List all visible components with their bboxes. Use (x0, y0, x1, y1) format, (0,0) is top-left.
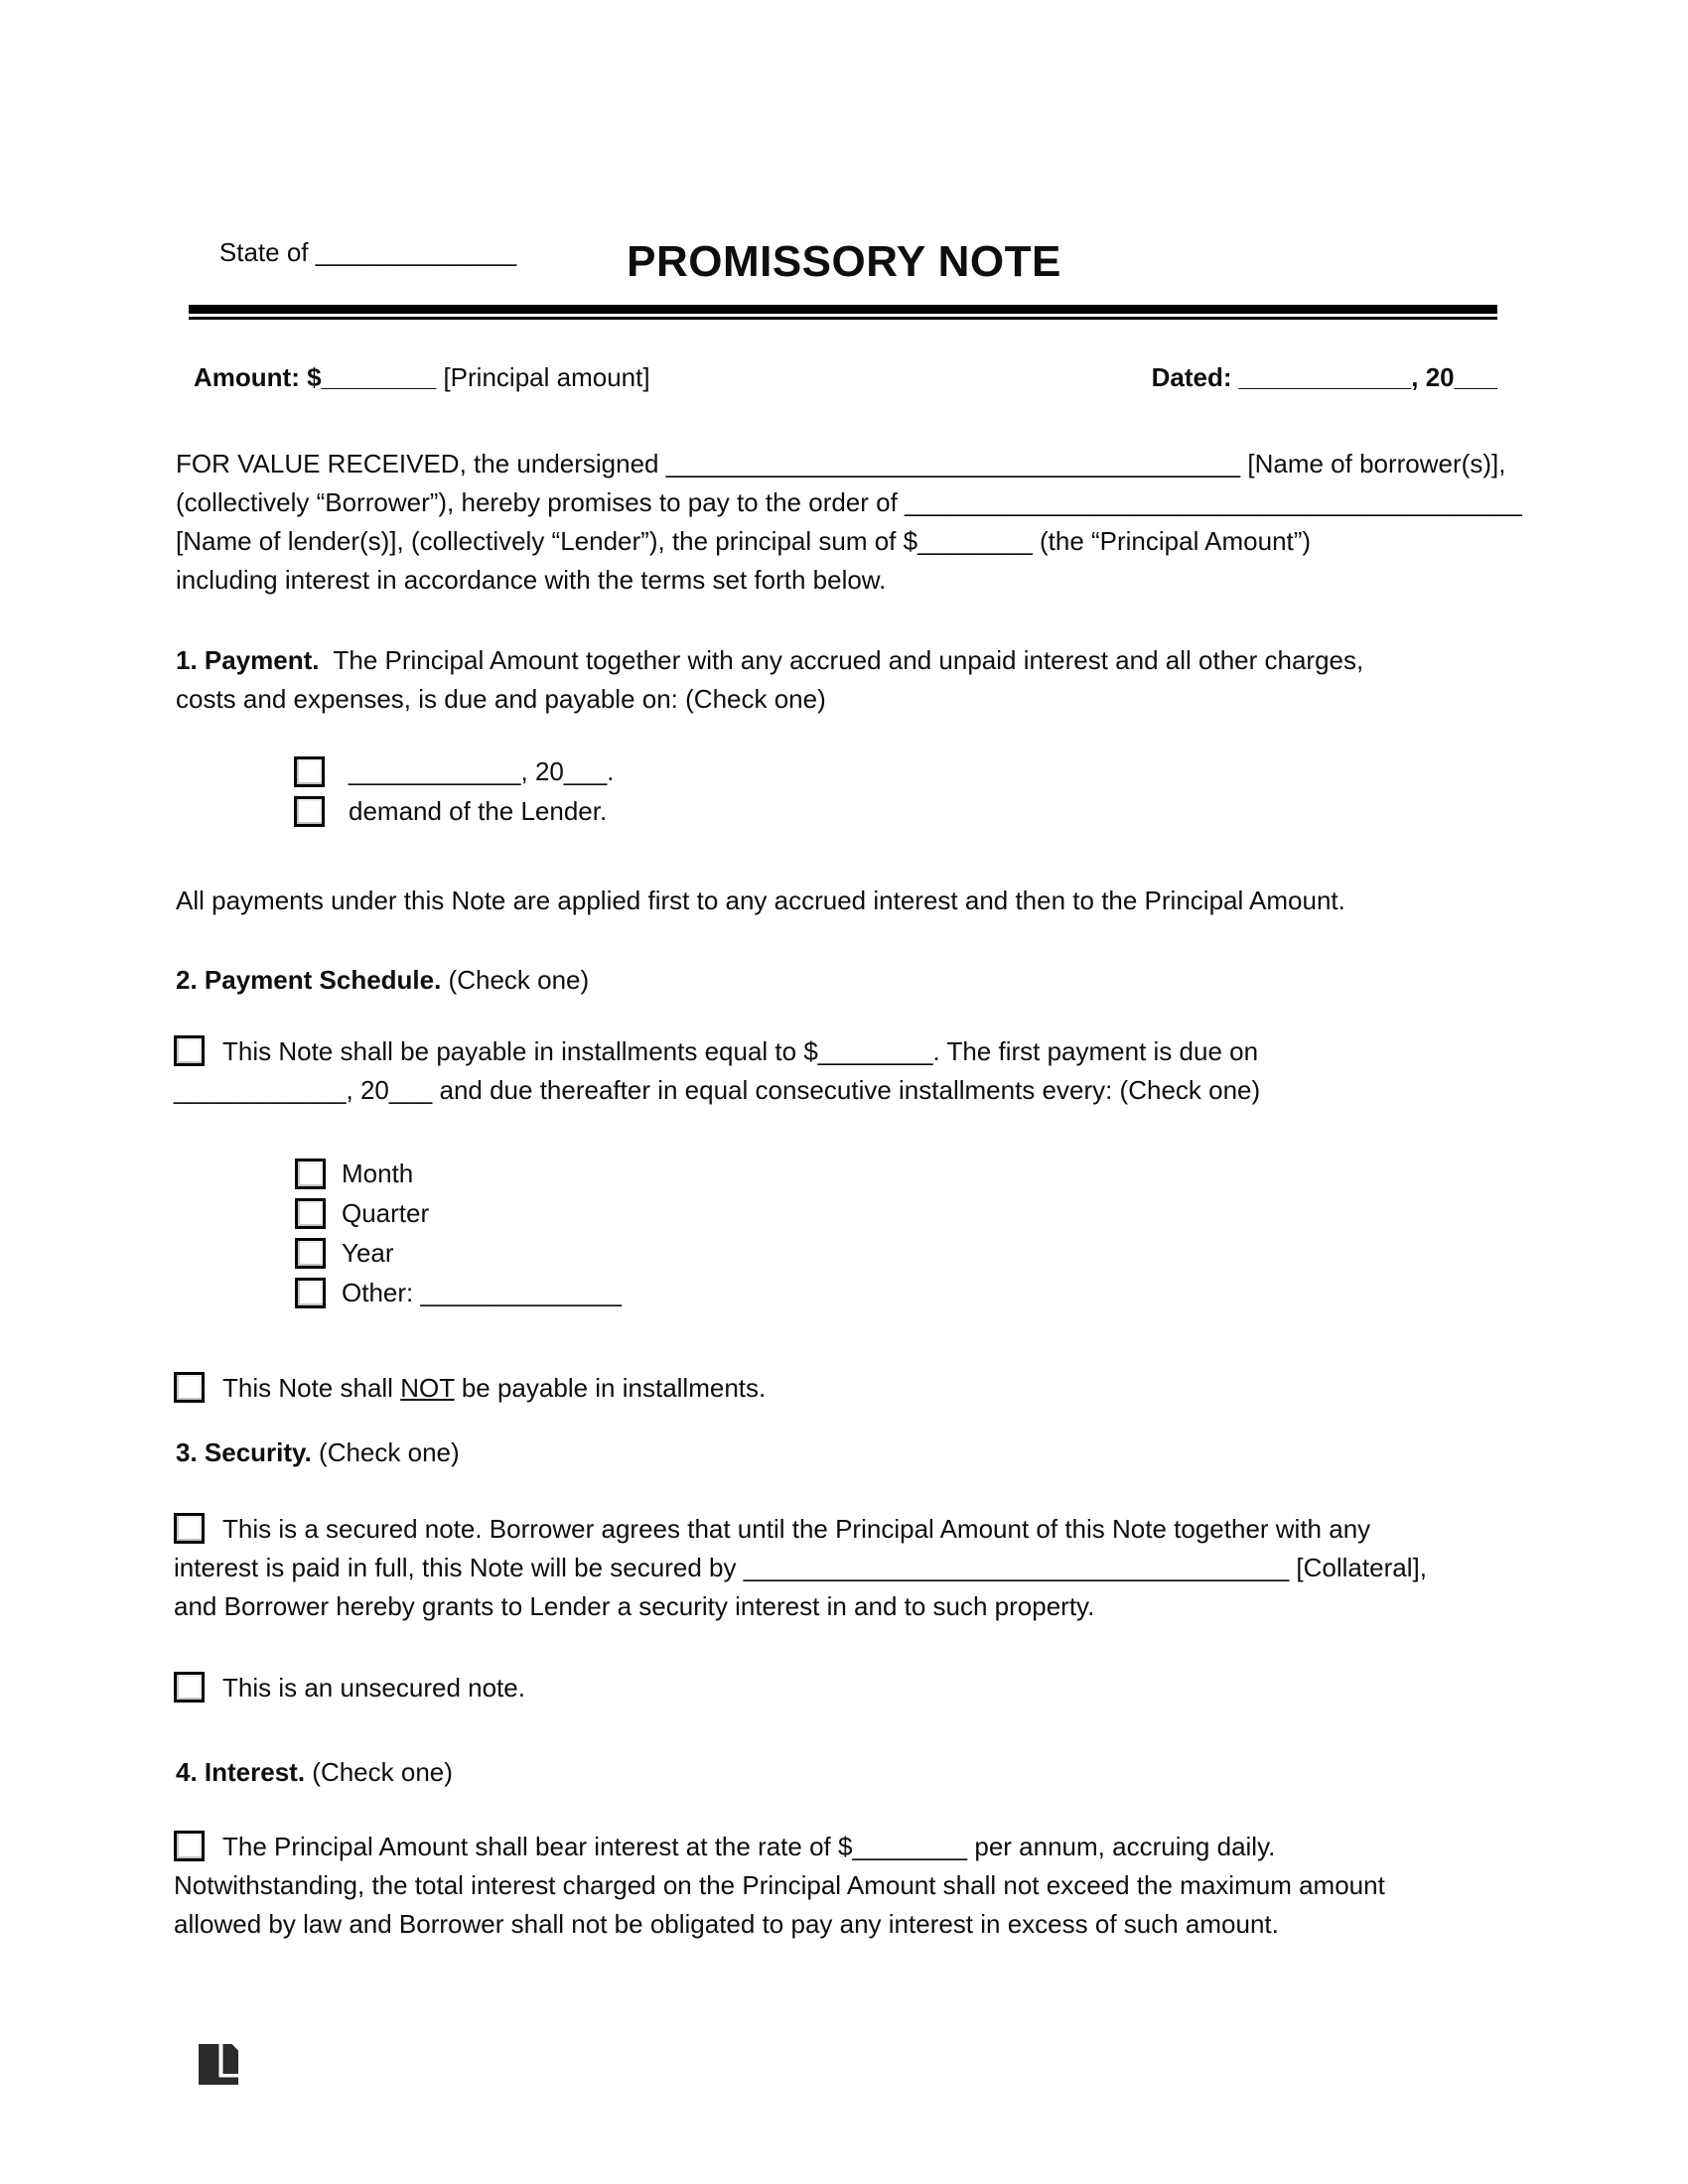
section-1-body-line2: costs and expenses, is due and payable on: (Check one) (176, 684, 826, 714)
no-installments-not: NOT (400, 1373, 455, 1403)
year-label: Year (342, 1237, 394, 1268)
frequency-row-other (295, 1273, 622, 1312)
principal-amount-hint: [Principal amount] (436, 362, 650, 392)
amount-dated-row (194, 358, 1497, 397)
legal-templates-logo-icon (199, 2044, 238, 2085)
due-date-option-row (294, 751, 615, 791)
installments-line1: This Note shall be payable in installments equal to $________. The first payment is due on (222, 1036, 1259, 1066)
interest-line1: The Principal Amount shall bear interest at the rate of $________ per annum, accruing daily. (222, 1832, 1276, 1861)
frequency-row-month (295, 1154, 622, 1193)
demand-option-label: demand of the Lender. (349, 795, 608, 826)
title-rule-thin (189, 317, 1497, 320)
intro-line-2: (collectively “Borrower”), hereby promises to pay to the order of ___________________________________________ (176, 487, 1522, 517)
demand-option-row (294, 791, 615, 831)
amount-label: Amount: $________ (194, 362, 437, 392)
no-installments-post: be payable in installments. (454, 1373, 767, 1403)
dated-field: Dated: ____________, 20___ (1151, 362, 1497, 392)
frequency-row-year (295, 1233, 622, 1273)
month-label: Month (342, 1158, 414, 1188)
checkbox-unsecured[interactable] (174, 1672, 205, 1703)
page-title: PROMISSORY NOTE (627, 237, 1061, 286)
state-blank-field: ______________ (315, 237, 517, 267)
section-3-suffix: (Check one) (311, 1437, 460, 1467)
section-2-suffix: (Check one) (441, 965, 590, 995)
checkbox-secured[interactable] (174, 1513, 205, 1544)
section-3-security-heading (176, 1433, 460, 1472)
section-2-number: 2. Payment Schedule. (176, 965, 442, 995)
frequency-row-quarter (295, 1193, 622, 1233)
intro-paragraph (176, 445, 1522, 600)
secured-note-option (174, 1510, 1427, 1626)
payments-application-note: All payments under this Note are applied first to any accrued interest and then to the Principal Amount. (176, 886, 1345, 915)
amount-field (194, 358, 650, 397)
secured-line1: This is a secured note. Borrower agrees that until the Principal Amount of this Note together with any (222, 1514, 1371, 1544)
interest-rate-option (174, 1828, 1385, 1944)
other-label: Other: ______________ (342, 1277, 622, 1307)
installments-line2: ____________, 20___ and due thereafter in equal consecutive installments every: (Check one) (174, 1075, 1261, 1105)
quarter-label: Quarter (342, 1197, 430, 1228)
secured-line3: and Borrower hereby grants to Lender a security interest in and to such property. (174, 1591, 1095, 1621)
secured-line2: interest is paid in full, this Note will be secured by ______________________________________ [Collateral], (174, 1553, 1427, 1582)
title-rule-thick (189, 305, 1497, 314)
section-4-number: 4. Interest. (176, 1757, 306, 1787)
checkbox-other[interactable] (295, 1278, 326, 1308)
section-1-number: 1. Payment. (176, 645, 320, 675)
intro-line-1: FOR VALUE RECEIVED, the undersigned ________________________________________ [Name of borrower(s)], (176, 449, 1506, 478)
installments-option (174, 1032, 1260, 1110)
interest-line3: allowed by law and Borrower shall not be obligated to pay any interest in excess of such amount. (174, 1909, 1279, 1939)
no-installments-option (174, 1369, 766, 1408)
checkbox-no-installments[interactable] (174, 1372, 205, 1403)
intro-line-3: [Name of lender(s)], (collectively “Lender”), the principal sum of $________ (the “Principal Amount”) (176, 526, 1312, 556)
checkbox-month[interactable] (295, 1159, 326, 1189)
section-4-interest-heading (176, 1753, 453, 1792)
unsecured-note-option (174, 1669, 525, 1707)
section-3-number: 3. Security. (176, 1437, 312, 1467)
frequency-options (295, 1154, 622, 1312)
due-date-option-label: ____________, 20___. (349, 755, 615, 786)
state-label: State of (218, 237, 316, 267)
checkbox-interest-rate[interactable] (174, 1831, 205, 1861)
checkbox-installments[interactable] (174, 1035, 205, 1066)
no-installments-pre: This Note shall (222, 1373, 401, 1403)
checkbox-year[interactable] (295, 1238, 326, 1269)
checkbox-demand[interactable] (294, 796, 325, 827)
section-2-payment-schedule-heading (176, 961, 589, 1000)
interest-line2: Notwithstanding, the total interest charged on the Principal Amount shall not exceed the maximum amount (174, 1870, 1385, 1900)
checkbox-quarter[interactable] (295, 1198, 326, 1229)
section-1-payment-heading (176, 641, 1363, 719)
unsecured-label: This is an unsecured note. (222, 1673, 525, 1703)
checkbox-due-date[interactable] (294, 756, 325, 787)
section-1-options (294, 751, 615, 831)
section-4-suffix: (Check one) (305, 1757, 453, 1787)
intro-line-4: including interest in accordance with the terms set forth below. (176, 565, 887, 595)
section-1-body-line1: The Principal Amount together with any accrued and unpaid interest and all other charges, (319, 645, 1364, 675)
